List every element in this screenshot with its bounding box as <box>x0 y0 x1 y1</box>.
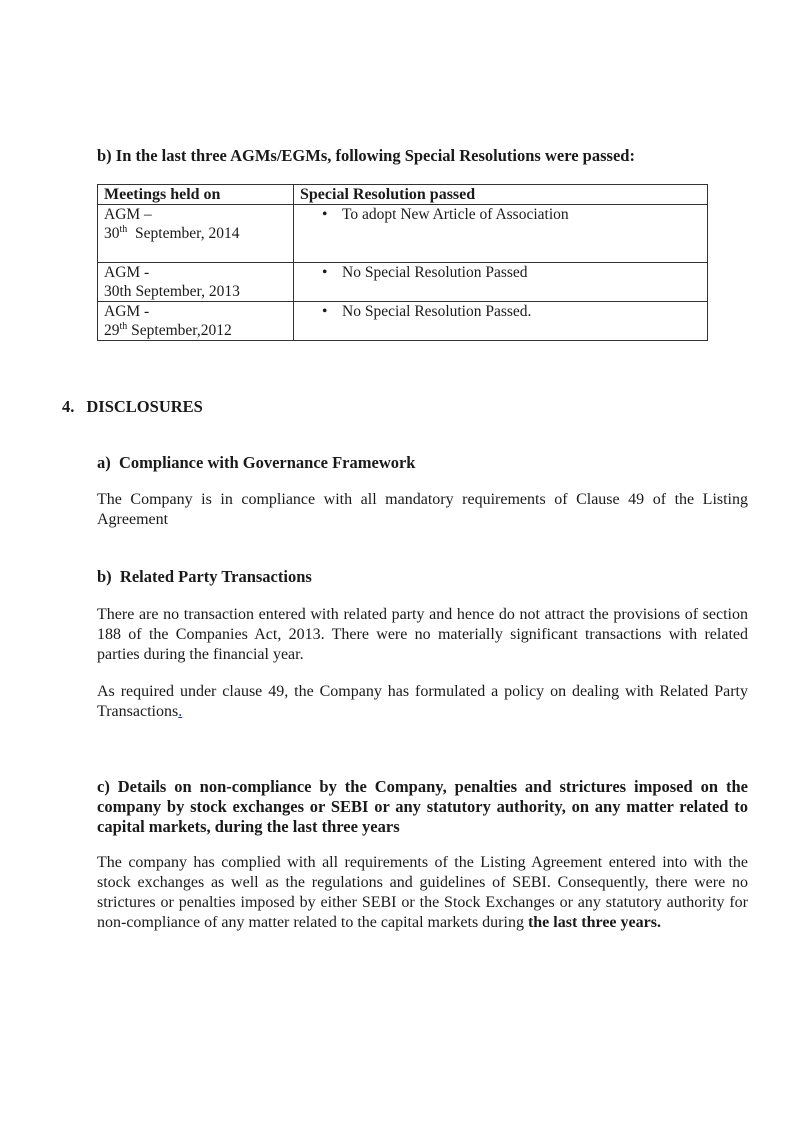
date-day: 30 <box>104 225 120 242</box>
resolution-cell <box>294 302 708 341</box>
subsection-a-heading: a) Compliance with Governance Framework <box>97 453 416 472</box>
resolution-text: To adopt New Article of Association <box>342 206 569 223</box>
policy-text: As required under clause 49, the Company has formulated a policy on dealing with Related Party Transactions <box>97 683 748 720</box>
date-day: 30th <box>104 283 132 300</box>
meeting-type: AGM - <box>104 264 150 281</box>
bullet-icon: • <box>322 303 328 320</box>
header-meetings-held-on: Meetings held on <box>98 185 294 205</box>
meeting-cell <box>98 205 294 263</box>
subsection-c-text: The company has complied with all requirements of the Listing Agreement entered into with the stock exchanges as well as the regulations and guidelines of SEBI. Consequently, there were no strictures or penalties imposed by either SEBI or the Stock Exchanges or any statutory authority for non-compliance of any matter related to the capital markets during <box>97 854 748 931</box>
special-resolutions-table <box>97 184 708 341</box>
special-resolutions-heading: b) In the last three AGMs/EGMs, following Special Resolutions were passed: <box>97 146 635 165</box>
policy-link[interactable]: . <box>178 703 183 720</box>
subsection-c-text-end: the last three years. <box>527 914 661 931</box>
resolution-cell <box>294 205 708 263</box>
table-row <box>98 263 708 302</box>
date-rest: September, 2014 <box>127 225 240 242</box>
date-day: 29 <box>104 322 120 339</box>
bullet-icon: • <box>322 206 328 223</box>
resolution-text: No Special Resolution Passed <box>342 264 528 281</box>
subsection-b-heading: b) Related Party Transactions <box>97 567 312 586</box>
date-rest: September, 2013 <box>131 283 240 300</box>
meeting-cell <box>98 302 294 341</box>
date-rest: September,2012 <box>127 322 232 339</box>
meeting-date <box>104 224 287 243</box>
subsection-b-body-2 <box>97 682 748 722</box>
resolution-text: No Special Resolution Passed. <box>342 303 532 320</box>
date-suffix: th <box>119 320 128 332</box>
meeting-date <box>104 282 287 301</box>
table-row <box>98 302 708 341</box>
table-row <box>98 205 708 263</box>
header-special-resolution: Special Resolution passed <box>294 185 708 205</box>
subsection-c-body <box>97 853 748 933</box>
date-suffix: th <box>119 223 128 235</box>
meeting-type: AGM - <box>104 303 150 320</box>
bullet-icon: • <box>322 264 328 281</box>
section-title: DISCLOSURES <box>86 397 203 416</box>
subsection-a-body: The Company is in compliance with all mandatory requirements of Clause 49 of the Listing Agreement <box>97 491 748 528</box>
meeting-date <box>104 321 287 340</box>
resolution-cell <box>294 263 708 302</box>
meeting-cell <box>98 263 294 302</box>
subsection-c-heading: c) Details on non-compliance by the Company, penalties and strictures imposed on the company by stock exchanges or SEBI or any statutory authority, on any matter related to capital markets, during the last three years <box>97 777 748 836</box>
meeting-type: AGM – <box>104 206 152 223</box>
subsection-b-body-1: There are no transaction entered with related party and hence do not attract the provisions of section 188 of the Companies Act, 2013. There were no materially significant transactions with related parties during the financial year. <box>97 606 748 663</box>
table-header-row <box>98 185 708 205</box>
section-number: 4. <box>62 397 75 416</box>
section-4-heading <box>62 397 203 417</box>
